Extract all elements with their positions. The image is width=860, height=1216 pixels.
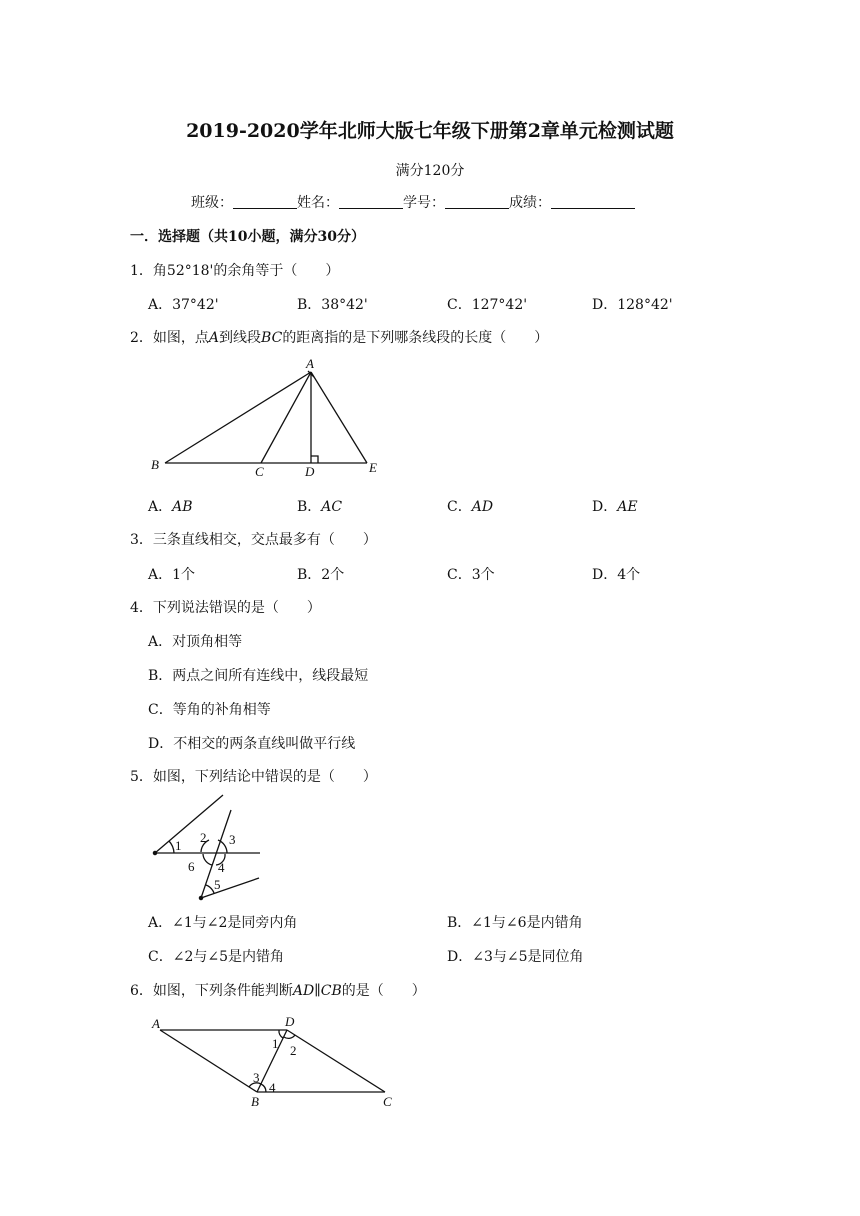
q2-triangle-figure (145, 355, 395, 485)
q2-option-c-label: C． (447, 499, 472, 515)
q6-text-3: 的是（ ） (341, 983, 426, 999)
q1-option-a[interactable]: A．37°42' (148, 297, 219, 313)
q6-number: 6． (130, 983, 153, 999)
name-blank[interactable] (339, 194, 403, 209)
question-4-stem: 4．下列说法错误的是（ ） (130, 600, 321, 616)
q2-label-b: B (151, 457, 159, 472)
q5-option-c[interactable]: C．∠2与∠5是内错角 (148, 949, 284, 965)
q1-option-c[interactable]: C．127°42' (447, 297, 528, 313)
q2-point-a: A (208, 330, 220, 346)
q2-option-a-value: AB (172, 499, 193, 515)
q6-label-a: A (152, 1016, 160, 1031)
q6-label-4: 4 (269, 1080, 276, 1095)
class-blank[interactable] (233, 194, 297, 209)
q4-option-a[interactable]: A．对顶角相等 (148, 634, 243, 650)
q5-option-d[interactable]: D．∠3与∠5是同位角 (447, 949, 584, 965)
q2-option-d[interactable] (592, 496, 638, 516)
q6-label-d: D (285, 1014, 295, 1029)
page-title: 2019-2020学年北师大版七年级下册第2章单元检测试题 (186, 120, 674, 142)
q2-option-b-label: B． (297, 499, 322, 515)
student-id-blank[interactable] (445, 194, 509, 209)
q6-label-2: 2 (290, 1043, 297, 1058)
q2-option-b-value: AC (321, 499, 343, 515)
q6-label-c: C (383, 1094, 392, 1109)
section-title: 一．选择题（共10小题，满分30分） (130, 229, 365, 245)
score-label: 成绩： (509, 195, 551, 211)
q2-label-c: C (255, 464, 264, 479)
q2-option-a-label: A． (148, 499, 173, 515)
q6-text-1: 如图，下列条件能判断 (152, 983, 293, 999)
q2-text-2: 到线段 (219, 330, 262, 346)
q5-label-5: 5 (214, 877, 221, 892)
q6-label-b: B (251, 1094, 259, 1109)
q6-label-1: 1 (272, 1036, 279, 1051)
q6-line-cb: CB (320, 983, 342, 999)
question-3-stem: 3．三条直线相交，交点最多有（ ） (130, 532, 377, 548)
q5-label-4: 4 (218, 860, 225, 875)
question-5-stem: 5．如图，下列结论中错误的是（ ） (130, 769, 377, 785)
q5-label-1: 1 (175, 838, 182, 853)
q5-label-6: 6 (188, 859, 195, 874)
q5-angles-figure (145, 790, 275, 910)
q4-option-d[interactable]: D．不相交的两条直线叫做平行线 (148, 736, 356, 752)
q3-option-a[interactable]: A．1个 (148, 567, 196, 583)
q6-label-3: 3 (253, 1070, 260, 1085)
q3-option-b[interactable]: B．2个 (297, 567, 345, 583)
question-2-stem (130, 327, 548, 347)
q6-parallelogram-figure (145, 1010, 405, 1110)
q2-segment-bc: BC (261, 330, 283, 346)
q2-text-1: 如图，点 (152, 330, 209, 346)
q2-text-3: 的距离指的是下列哪条线段的长度（ ） (282, 330, 549, 346)
question-1-stem: 1．角52°18'的余角等于（ ） (130, 263, 340, 279)
q2-option-c-value: AD (471, 499, 494, 515)
q1-option-b[interactable]: B．38°42' (297, 297, 368, 313)
q6-line-ad: AD (292, 983, 315, 999)
q2-label-a: A (306, 356, 314, 371)
q3-option-c[interactable]: C．3个 (447, 567, 495, 583)
q4-option-b[interactable]: B．两点之间所有连线中，线段最短 (148, 668, 369, 684)
q3-option-d[interactable]: D．4个 (592, 567, 641, 583)
q2-option-d-label: D． (592, 499, 618, 515)
full-score: 满分120分 (395, 163, 465, 179)
q5-label-3: 3 (229, 832, 236, 847)
q2-option-c[interactable] (447, 496, 493, 516)
q2-number: 2． (130, 330, 153, 346)
student-id-label: 学号： (403, 195, 445, 211)
q4-option-c[interactable]: C．等角的补角相等 (148, 702, 271, 718)
q5-option-b[interactable]: B．∠1与∠6是内错角 (447, 915, 583, 931)
question-6-stem (130, 980, 426, 1000)
name-label: 姓名： (297, 195, 339, 211)
q2-option-d-value: AE (617, 499, 638, 515)
student-info-line (191, 192, 635, 212)
class-label: 班级： (191, 195, 233, 211)
q2-label-e: E (369, 460, 377, 475)
q1-option-d[interactable]: D．128°42' (592, 297, 673, 313)
score-blank[interactable] (551, 194, 635, 209)
q2-option-a[interactable] (148, 496, 193, 516)
q6-parallel-symbol: ∥ (314, 983, 321, 999)
q5-label-2: 2 (200, 830, 207, 845)
q2-option-b[interactable] (297, 496, 342, 516)
q5-option-a[interactable]: A．∠1与∠2是同旁内角 (148, 915, 298, 931)
q2-label-d: D (305, 464, 315, 479)
